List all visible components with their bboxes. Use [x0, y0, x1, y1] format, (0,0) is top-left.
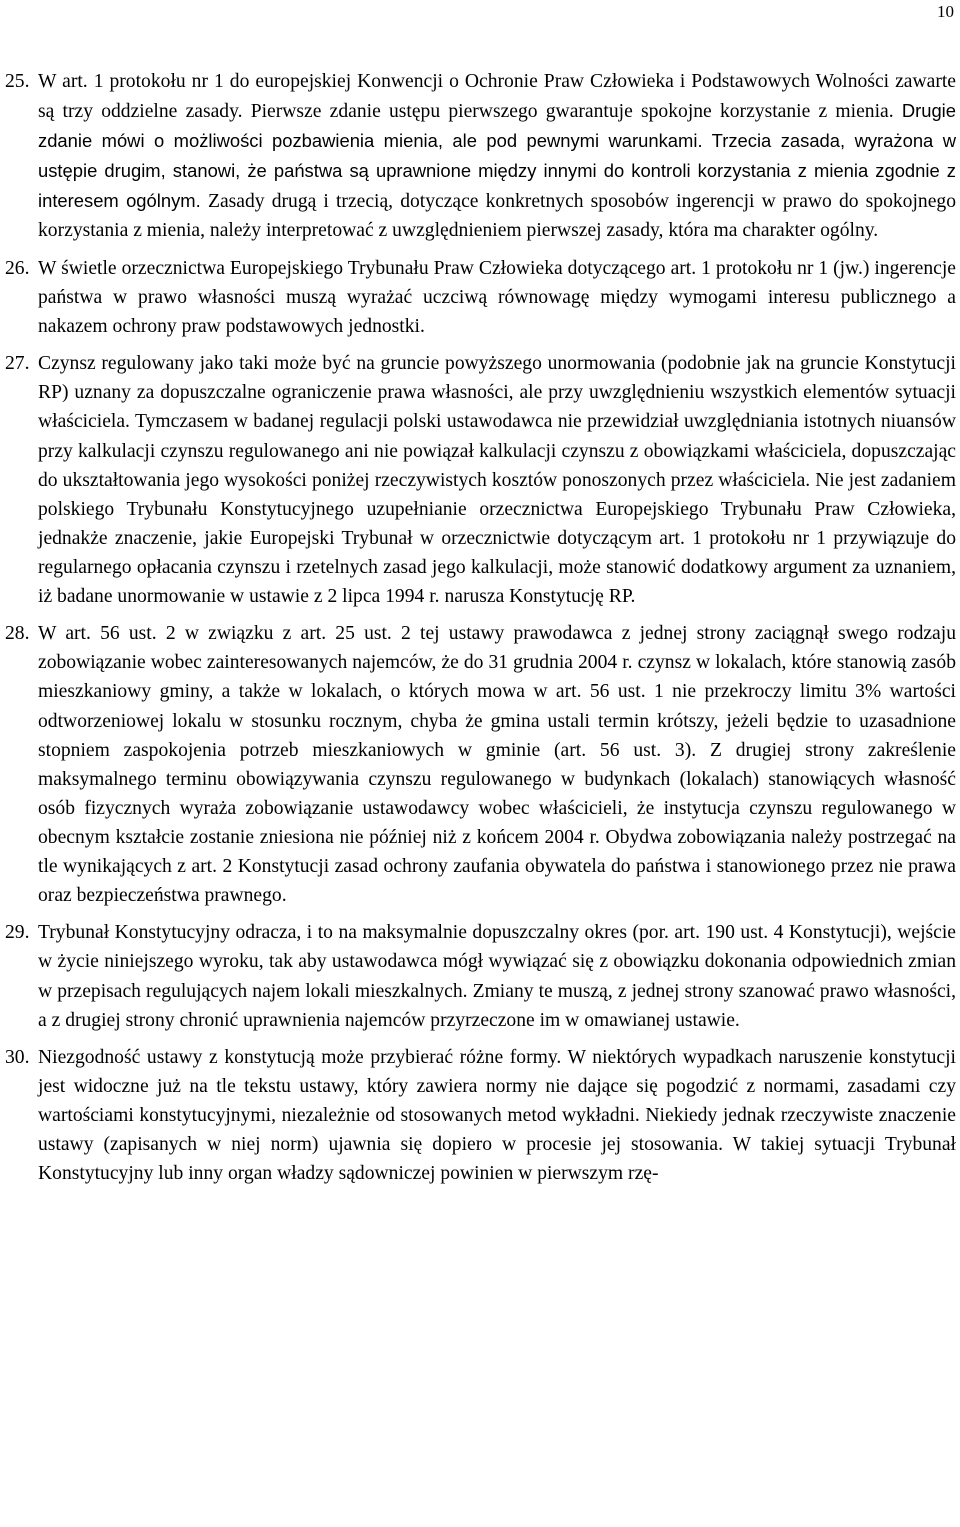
- paragraph-29: [0, 918, 960, 1034]
- paragraph-number: 26.: [5, 257, 30, 279]
- document-body: [0, 67, 960, 1197]
- paragraph-26: [0, 254, 960, 341]
- paragraph-text: W świetle orzecznictwa Europejskiego Trybunału Praw Człowieka dotyczącego art. 1 protokołu nr 1 (jw.) ingerencje państwa w prawo własności muszą wyrażać uczciwą równowagę między wymogami interesu publicznego a nakazem ochrony praw podstawowych jednostki.: [38, 257, 956, 337]
- paragraph-number: 27.: [5, 353, 30, 375]
- paragraph-text: W art. 1 protokołu nr 1 do europejskiej Konwencji o Ochronie Praw Człowieka i Podstawowych Wolności zawarte są trzy oddzielne zasady. Pierwsze zdanie ustępu pierwszego gwarantuje spokojne korzystanie z mienia.: [38, 71, 956, 123]
- paragraph-number: 30.: [5, 1046, 30, 1068]
- paragraph-number: 25.: [5, 71, 30, 92]
- page-number: 10: [937, 2, 954, 21]
- paragraph-text: Trybunał Konstytucyjny odracza, i to na maksymalnie dopuszczalny okres (por. art. 190 ust. 4 Konstytucji), wejście w życie niniejszego wyroku, tak aby ustawodawca mógł wywiązać się z obowiązku dokonania odpowiednich zmian w przepisach regulujących najem lokali mieszkalnych. Zmiany te muszą, z jednej strony szanować prawo własności, a z drugiej strony chronić uprawnienia najemców przyrzeczone im w omawianej ustawie.: [38, 922, 956, 1031]
- paragraph-number: 29.: [5, 922, 30, 944]
- paragraph-27: [0, 349, 960, 611]
- paragraph-text: Zasady drugą i trzecią, dotyczące konkretnych sposobów ingerencji w prawo do spokojnego korzystania z mienia, należy interpretować z uwzględnieniem pierwszej zasady, która ma charakter ogólny.: [38, 191, 956, 242]
- paragraph-text: Niezgodność ustawy z konstytucją może przybierać różne formy. W niektórych wypadkach naruszenie konstytucji jest widoczne już na tle tekstu ustawy, który zawiera normy nie dające się pogodzić z normami, zasadami czy wartościami konstytucyjnymi, niezależnie od stosowanych metod wykładni. Niekiedy jednak rzeczywiste znaczenie ustawy (zapisanych w niej norm) ujawnia się dopiero w procesie jej stosowania. W takiej sytuacji Trybunał Konstytucyjny lub inny organ władzy sądowniczej powinien w pierwszym rzę-: [38, 1046, 956, 1185]
- paragraph-30: [0, 1043, 960, 1188]
- paragraph-25: [0, 67, 960, 246]
- paragraph-28: [0, 619, 960, 910]
- paragraph-text: Czynsz regulowany jako taki może być na gruncie powyższego unormowania (podobnie jak na gruncie Konstytucji RP) uznany za dopuszczalne ograniczenie prawa własności, ale przy uwzględnieniu wszystkich elementów sytuacji właściciela. Tymczasem w badanej regulacji polski ustawodawca nie przewidział uwzględniania istotnych niuansów przy kalkulacji czynszu regulowanego ani nie powiązał kalkulacji czynszu z obowiązkami właściciela, dopuszczając do ukształtowania jego wysokości poniżej rzeczywistych kosztów ponoszonych przez właściciela. Nie jest zadaniem polskiego Trybunału Konstytucyjnego uzupełnianie orzecznictwa Europejskiego Trybunału Praw Człowieka, jednakże znaczenie, jakie Europejski Trybunał w orzecznictwie dotyczącym art. 1 protokołu nr 1 przywiązuje do regularnego opłacania czynszu i rzetelnych zasad jego kalkulacji, może stanowić dodatkowy argument za uznaniem, iż badane unormowanie w ustawie z 2 lipca 1994 r. narusza Konstytucję RP.: [38, 353, 956, 607]
- paragraph-text: W art. 56 ust. 2 w związku z art. 25 ust. 2 tej ustawy prawodawca z jednej strony zaciągnął swego rodzaju zobowiązanie wobec zainteresowanych najemców, że do 31 grudnia 2004 r. czynsz w lokalach, które stanowią zasób mieszkaniowy gminy, a także w lokalach, o których mowa w art. 56 ust. 1 nie przekroczy limitu 3% wartości odtworzeniowej lokalu w stosunku rocznym, chyba że gmina ustali termin krótszy, jeżeli będzie to uzasadnione stopniem zaspokojenia potrzeb mieszkaniowych w gminie (art. 56 ust. 3). Z drugiej strony zakreślenie maksymalnego terminu obowiązywania czynszu regulowanego w budynkach (lokalach) stanowiących własność osób fizycznych wyraża zobowiązanie ustawodawcy wobec właścicieli, że instytucja czynszu regulowanego w obecnym kształcie zostanie zniesiona nie później niż z końcem 2004 r. Obydwa zobowiązania należy postrzegać na tle wynikających z art. 2 Konstytucji zasad ochrony zaufania obywatela do państwa i stanowionego przez nie prawa oraz bezpieczeństwa prawnego.: [38, 623, 956, 907]
- paragraph-text-sans: Drugie zdanie mówi o możliwości pozbawienia mienia, ale pod pewnymi warunkami. Trzecia zasada, wyrażona w ustępie drugim, stanowi, że państwa są uprawnione między innymi do kontroli korzystania z mienia zgodnie z interesem ogólnym.: [38, 100, 956, 212]
- paragraph-number: 28.: [5, 623, 30, 645]
